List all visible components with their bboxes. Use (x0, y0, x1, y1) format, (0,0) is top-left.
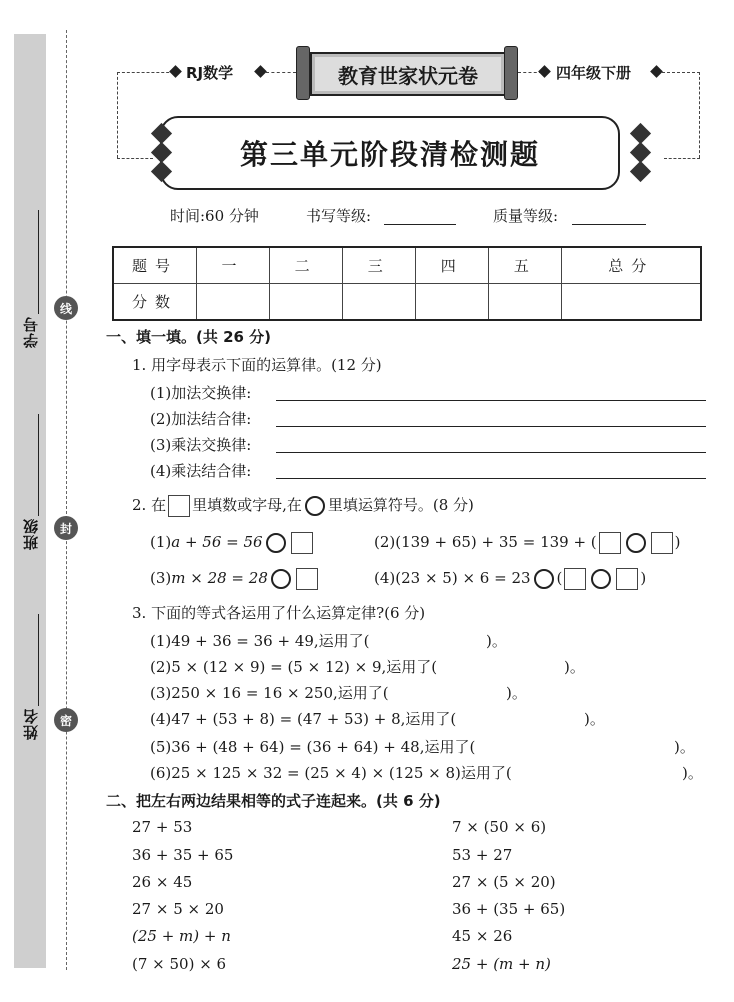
right-expression[interactable]: 45 × 26 (452, 927, 513, 945)
table-header-cell: 题号 (113, 247, 197, 284)
q2-item-num: (1) (150, 533, 172, 551)
q3-item: (6)25 × 125 × 32 = (25 × 4) × (125 × 8)运用了( (150, 764, 512, 782)
title-banner (160, 116, 618, 188)
q1-item: (2)加法结合律: (150, 410, 252, 428)
right-expression[interactable]: 25 + (m + n) (452, 955, 551, 973)
circle-icon (305, 496, 325, 516)
quality-grade-field[interactable] (572, 206, 646, 225)
class-field[interactable] (38, 414, 39, 516)
diamond-icon (254, 65, 267, 78)
q2-paren: ) (674, 533, 681, 551)
q3-item-end: )。 (564, 658, 585, 676)
answer-line[interactable] (276, 426, 706, 427)
header-dash-right (662, 72, 700, 73)
q3-item-end: )。 (682, 764, 703, 782)
right-expression[interactable]: 53 + 27 (452, 846, 513, 864)
answer-line[interactable] (276, 478, 706, 479)
q1-stem: 1. 用字母表示下面的运算律。(12 分) (132, 356, 382, 374)
header-dash-left-b (117, 158, 153, 159)
cut-line (66, 30, 67, 970)
table-row (113, 284, 701, 321)
answer-box[interactable] (291, 532, 313, 554)
q2-stem-c: 里填运算符号。(8 分) (327, 496, 474, 514)
q2-expr: m × 28 = 28 (171, 569, 268, 587)
table-header-cell: 四 (416, 247, 489, 284)
q2-paren: ) (640, 569, 647, 587)
q3-item-end: )。 (506, 684, 527, 702)
q2-expr: (4)(23 × 5) × 6 = 23 (374, 569, 531, 587)
q3-item: (1)49 + 36 = 36 + 49,运用了( (150, 632, 370, 650)
left-expression[interactable]: 36 + 35 + 65 (132, 846, 234, 864)
q3-item-end: )。 (486, 632, 507, 650)
answer-circle[interactable] (534, 569, 554, 589)
score-cell[interactable] (416, 284, 489, 321)
scroll-roll-icon (504, 46, 518, 100)
answer-box[interactable] (599, 532, 621, 554)
answer-circle[interactable] (626, 533, 646, 553)
score-cell[interactable] (197, 284, 270, 321)
table-row (113, 247, 701, 284)
seal-seal-mark: 封 (54, 516, 78, 540)
diamond-icon (169, 65, 182, 78)
diamond-icon (650, 65, 663, 78)
score-cell[interactable] (343, 284, 416, 321)
q2-stem-b: 里填数或字母,在 (192, 496, 302, 514)
q2-item-2 (374, 532, 681, 554)
q2-paren: ( (556, 569, 563, 587)
score-cell[interactable] (562, 284, 701, 321)
writing-grade-field[interactable] (384, 206, 456, 225)
q2-item-num: (3) (150, 569, 172, 587)
q2-expr: (2)(139 + 65) + 35 = 139 + ( (374, 533, 597, 551)
table-header-cell: 三 (343, 247, 416, 284)
header-dash-left-v (117, 72, 118, 158)
q3-item-end: )。 (584, 710, 605, 728)
answer-circle[interactable] (271, 569, 291, 589)
answer-box[interactable] (296, 568, 318, 590)
header-dash (266, 72, 296, 73)
binding-strip (14, 34, 46, 968)
score-table (112, 246, 702, 321)
series-title: 教育世家状元卷 (310, 52, 506, 96)
right-expression[interactable]: 36 + (35 + 65) (452, 900, 566, 918)
answer-line[interactable] (276, 400, 706, 401)
q3-stem: 3. 下面的等式各运用了什么运算定律?(6 分) (132, 604, 426, 622)
quality-grade-label: 质量等级: (493, 207, 559, 225)
table-header-cell: 五 (489, 247, 562, 284)
left-expression[interactable]: (7 × 50) × 6 (132, 955, 227, 973)
seal-secret-mark: 密 (54, 708, 78, 732)
section1-title: 一、填一填。(共 26 分) (106, 328, 272, 346)
table-row-label: 分数 (113, 284, 197, 321)
q2-item-3 (150, 568, 320, 590)
writing-grade-label: 书写等级: (306, 207, 372, 225)
answer-box[interactable] (564, 568, 586, 590)
student-id-label: 学号 (22, 316, 40, 348)
scroll-roll-icon (296, 46, 310, 100)
subject-label: RJ数学 (186, 64, 234, 82)
table-header-cell: 二 (270, 247, 343, 284)
q3-item: (3)250 × 16 = 16 × 250,运用了( (150, 684, 389, 702)
section2-title: 二、把左右两边结果相等的式子连起来。(共 6 分) (106, 792, 441, 810)
name-field[interactable] (38, 614, 39, 706)
q3-item: (4)47 + (53 + 8) = (47 + 53) + 8,运用了( (150, 710, 457, 728)
left-expression[interactable]: 27 + 53 (132, 818, 193, 836)
series-scroll (296, 46, 518, 98)
time-label: 时间:60 分钟 (170, 207, 259, 225)
q3-item: (2)5 × (12 × 9) = (5 × 12) × 9,运用了( (150, 658, 438, 676)
answer-box[interactable] (616, 568, 638, 590)
table-header-cell: 总分 (562, 247, 701, 284)
answer-circle[interactable] (591, 569, 611, 589)
left-expression[interactable]: 26 × 45 (132, 873, 193, 891)
left-expression[interactable]: 27 × 5 × 20 (132, 900, 224, 918)
score-cell[interactable] (489, 284, 562, 321)
student-id-field[interactable] (38, 210, 39, 314)
box-icon (168, 495, 190, 517)
header-dash-right-b (664, 158, 700, 159)
right-expression[interactable]: 7 × (50 × 6) (452, 818, 547, 836)
q3-item-end: )。 (674, 738, 695, 756)
diamond-icon (538, 65, 551, 78)
q2-stem (132, 494, 474, 517)
answer-line[interactable] (276, 452, 706, 453)
diamond-icon (630, 161, 651, 182)
q1-item: (3)乘法交换律: (150, 436, 252, 454)
class-label: 班级 (22, 518, 40, 550)
q2-item-4 (374, 568, 646, 590)
table-header-cell: 一 (197, 247, 270, 284)
seal-line-mark: 线 (54, 296, 78, 320)
q2-stem-a: 2. 在 (132, 496, 167, 514)
q1-item: (1)加法交换律: (150, 384, 252, 402)
answer-box[interactable] (651, 532, 673, 554)
q2-item-1 (150, 532, 315, 554)
q2-expr: a + 56 = 56 (171, 533, 263, 551)
page-title: 第三单元阶段清检测题 (160, 116, 620, 190)
q3-item: (5)36 + (48 + 64) = (36 + 64) + 48,运用了( (150, 738, 476, 756)
header-dash-right-v (699, 72, 700, 158)
left-expression[interactable]: (25 + m) + n (132, 927, 231, 945)
name-label: 姓名 (22, 708, 40, 740)
answer-circle[interactable] (266, 533, 286, 553)
score-cell[interactable] (270, 284, 343, 321)
q1-item: (4)乘法结合律: (150, 462, 252, 480)
grade-label: 四年级下册 (556, 64, 632, 82)
right-expression[interactable]: 27 × (5 × 20) (452, 873, 556, 891)
